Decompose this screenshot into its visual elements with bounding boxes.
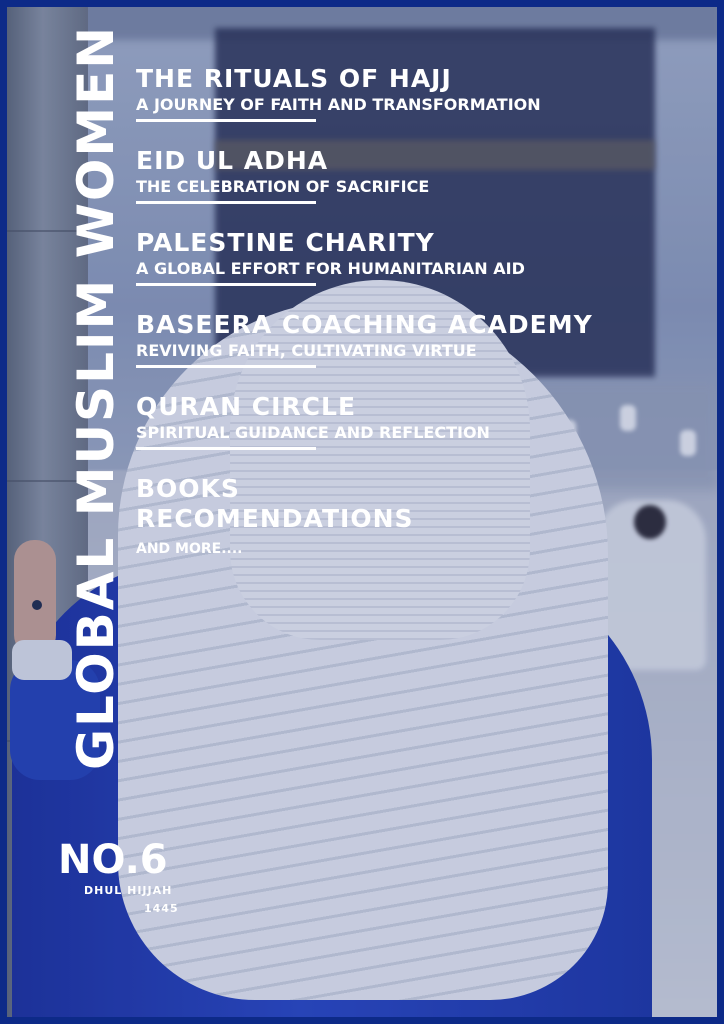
cover-line-subtitle: SPIRITUAL GUIDANCE AND REFLECTION: [136, 423, 490, 442]
cover-line: [136, 474, 716, 560]
cover-line-headline: BOOKS: [136, 474, 240, 503]
cover-line-headline: BASEERA COACHING ACADEMY: [136, 310, 593, 339]
cover-line-subtitle: A GLOBAL EFFORT FOR HUMANITARIAN AID: [136, 259, 525, 278]
cover-lines: [136, 64, 716, 560]
cover-line: [136, 64, 716, 122]
masthead-title: GLOBAL MUSLIM WOMEN: [67, 24, 125, 770]
issue-month: DHUL HIJJAH: [84, 884, 173, 897]
underline: [136, 365, 316, 368]
cover-line-headline: EID UL ADHA: [136, 146, 329, 175]
cover-line-headline: THE RITUALS OF HAJJ: [136, 64, 452, 93]
cover-line-headline: RECOMENDATIONS: [136, 504, 414, 533]
underline: [136, 447, 316, 450]
cover-line: [136, 392, 716, 450]
cover-line: [136, 310, 716, 368]
cover-line-subtitle: A JOURNEY OF FAITH AND TRANSFORMATION: [136, 95, 541, 114]
issue-year: 1445: [144, 902, 179, 915]
cover-line-subtitle: AND MORE....: [136, 541, 243, 557]
cover-line: [136, 146, 716, 204]
underline: [136, 201, 316, 204]
cover-line-headline: QURAN CIRCLE: [136, 392, 357, 421]
cover-line: [136, 228, 716, 286]
cover-line-headline: PALESTINE CHARITY: [136, 228, 435, 257]
underline: [136, 119, 316, 122]
cover-line-subtitle: REVIVING FAITH, CULTIVATING VIRTUE: [136, 341, 477, 360]
issue-number: NO.6: [58, 837, 168, 883]
cover-line-subtitle: THE CELEBRATION OF SACRIFICE: [136, 177, 430, 196]
underline: [136, 283, 316, 286]
